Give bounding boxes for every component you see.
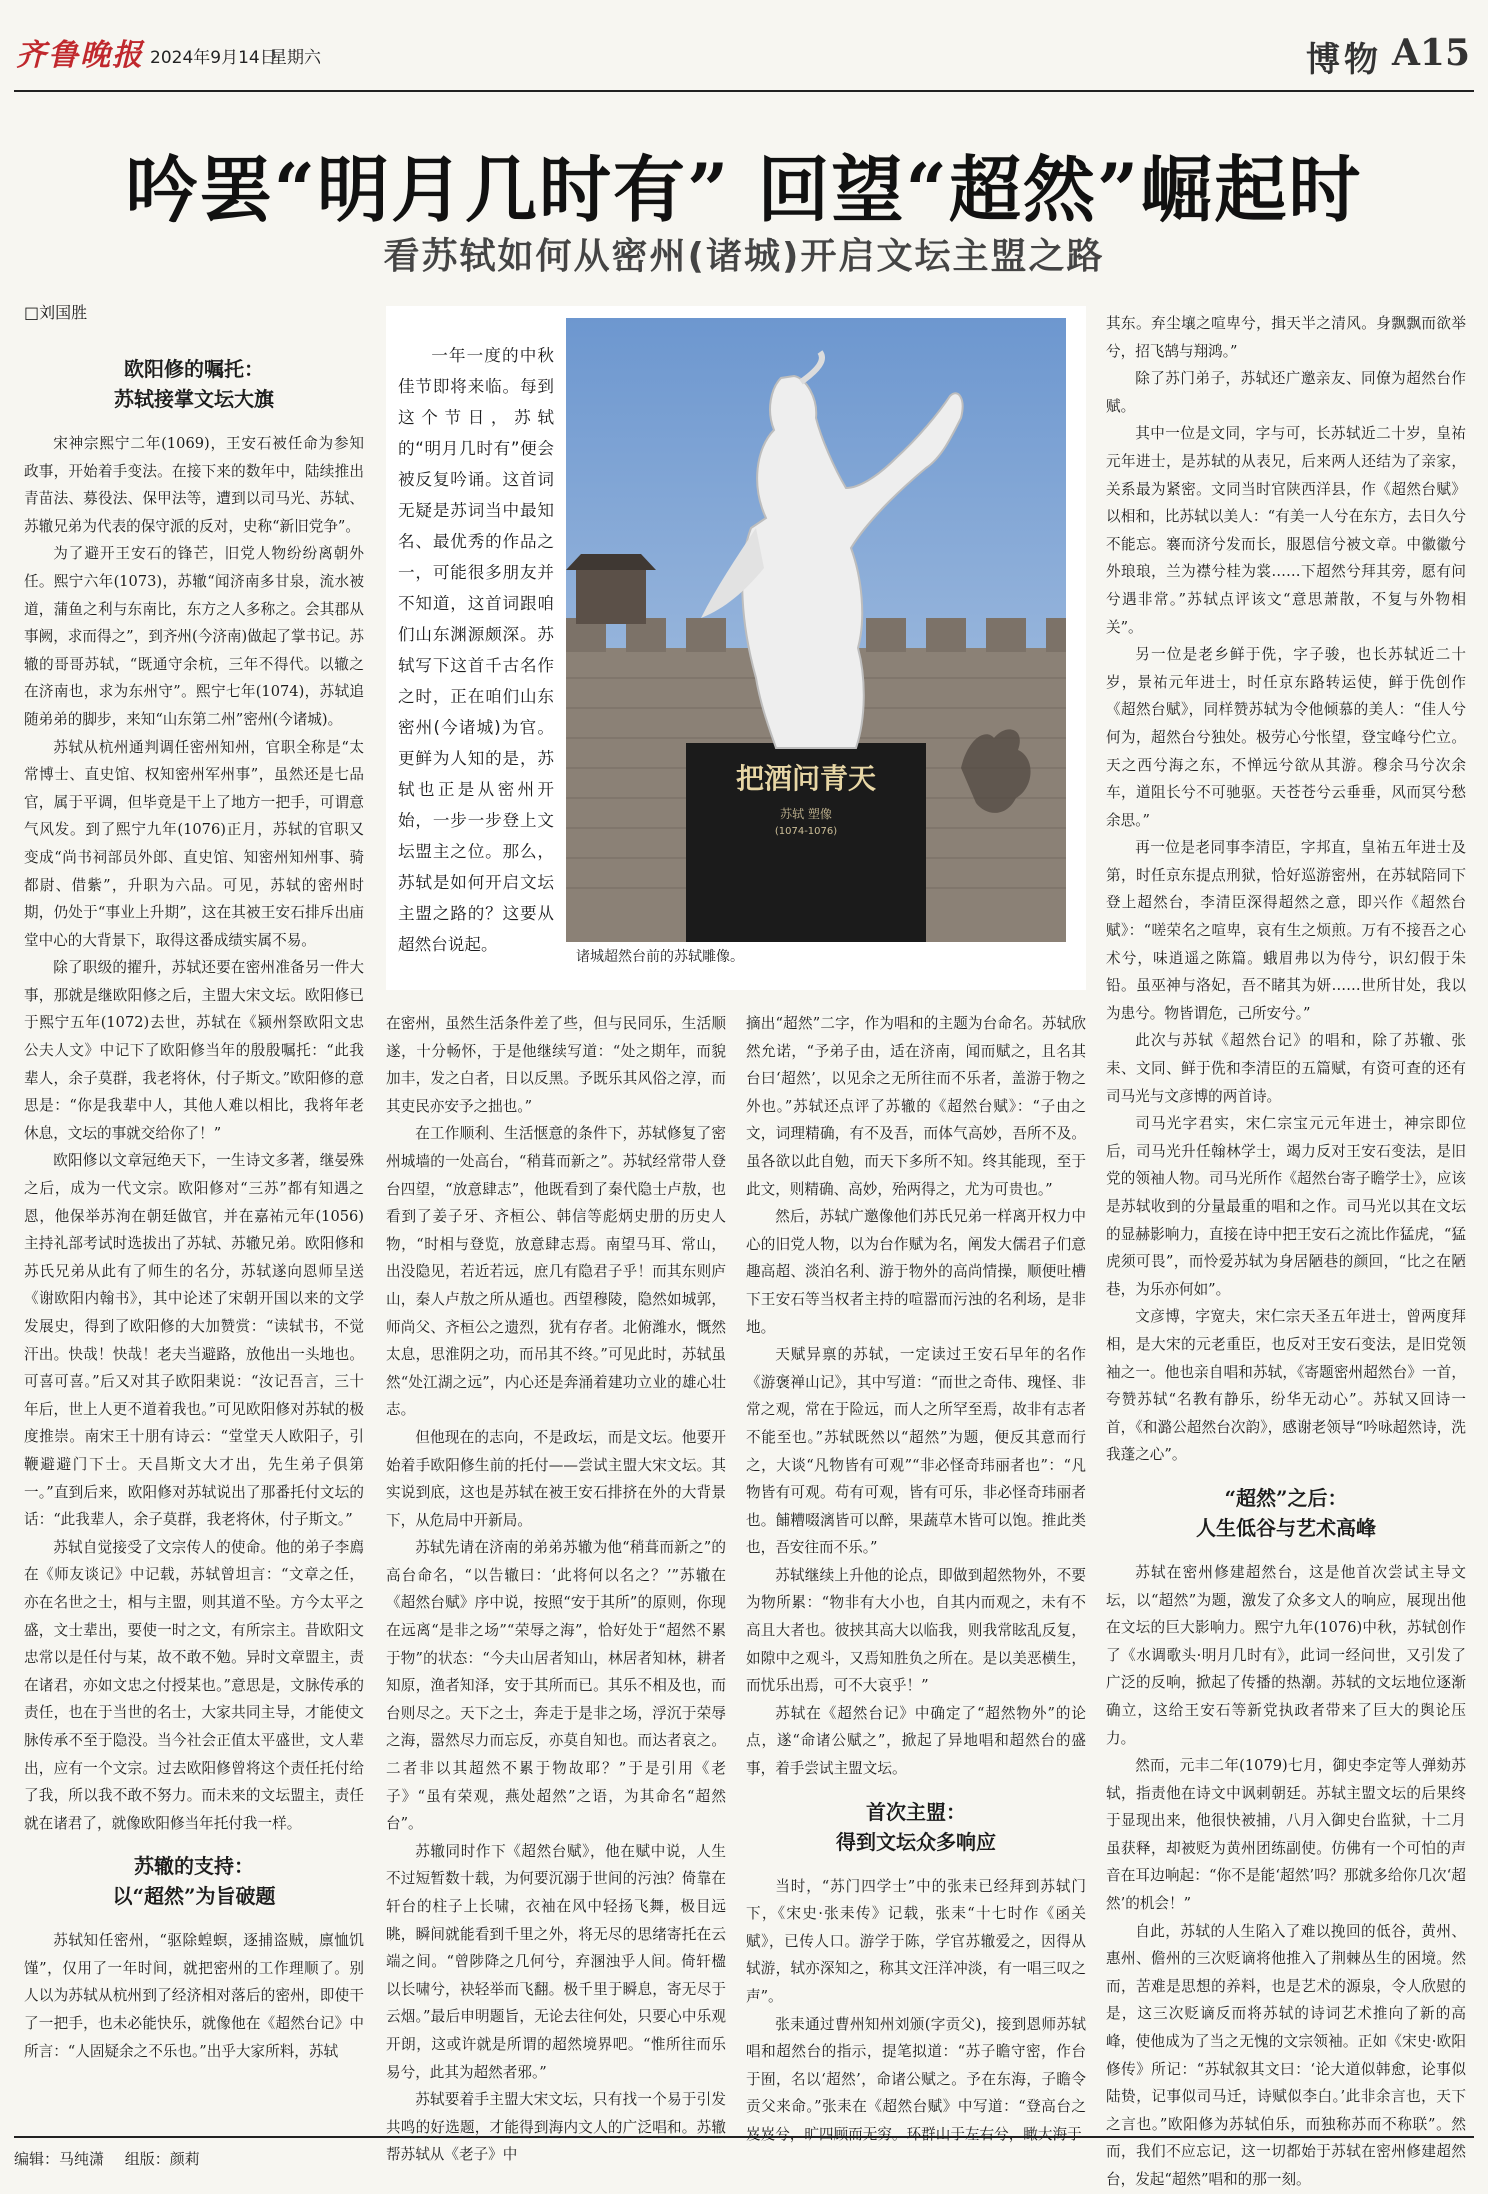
- issue-date: 2024年9月14日: [150, 48, 277, 68]
- paragraph: 此次与苏轼《超然台记》的唱和，除了苏辙、张耒、文同、鲜于侁和李清臣的五篇赋，有资可查的还有司马光与文彦博的两首诗。: [1106, 1032, 1466, 1105]
- paragraph: 苏轼继续上升他的论点，即做到超然物外，不要为物所累：“物非有大小也，自其内而观之，未有不高且大者也。彼挟其高大以临我，则我常眩乱反复，如隙中之观斗，又焉知胜负之所在。是以美恶横生，而忧乐出焉，可不大哀乎！”: [746, 1566, 1086, 1695]
- stele-years: (1074-1076): [774, 826, 838, 837]
- section-heading-line1: 苏辙的支持：: [134, 1854, 254, 1879]
- paragraph: 为了避开王安石的锋芒，旧党人物纷纷离朝外任。熙宁六年(1073)，苏辙“闻济南多甘泉，流水被道，蒲鱼之利与东南比，东方之人多称之。会其郡从事阙，求而得之”，到齐州(今济南)做起了掌书记。苏辙的哥哥苏轼，“既通守余杭，三年不得代。以辙之在济南也，求为东州守”。熙宁七年(1074)，苏轼追随弟弟的脚步，来知“山东第二州”密州(今诸城)。: [24, 545, 364, 728]
- paragraph: 苏轼从杭州通判调任密州知州，官职全称是“太常博士、直史馆、权知密州军州事”，虽然还是七品官，属于平调，但毕竟是干上了地方一把手，可谓意气风发。到了熙宁九年(1076)正月，苏轼的官职又变成“尚书祠部员外郎、直史馆、知密州知州事、骑都尉、借紫”，升职为六品。可见，苏轼的密州时期，仍处于“事业上升期”，这在其被王安石排斥出庙堂中心的大背景下，取得这番成绩实属不易。: [24, 738, 364, 949]
- statue-photo: [566, 318, 1066, 942]
- paragraph: 但他现在的志向，不是政坛，而是文坛。他要开始着手欧阳修生前的托付——尝试主盟大宋文坛。其实说到底，这也是苏轼在被王安石排挤在外的大背景下，从危局中开新局。: [386, 1428, 726, 1529]
- editor-credit: 编辑：马纯潇: [14, 2150, 105, 2168]
- section-name: 博物: [1306, 40, 1382, 80]
- paragraph: 苏轼在密州修建超然台，这是他首次尝试主导文坛，以“超然”为题，激发了众多文人的响应，展现出他在文坛的巨大影响力。熙宁九年(1076)中秋，苏轼创作了《水调歌头·明月几时有》，此词一经问世，又引发了广泛的反响，掀起了传播的热潮。苏轼的文坛地位逐渐确立，这给王安石等新党执政者带来了巨大的舆论压力。: [1106, 1563, 1466, 1747]
- section-heading: [24, 1851, 364, 1911]
- paragraph: 苏轼在《超然台记》中确定了“超然物外”的论点，遂“命诸公赋之”，掀起了异地唱和超然台的盛事，着手尝试主盟文坛。: [746, 1704, 1086, 1778]
- article-column-2: [386, 1010, 726, 2164]
- photo-box: [386, 306, 1086, 990]
- layout-credit: 组版：颜莉: [124, 2150, 200, 2168]
- paragraph: 苏轼知任密州，“驱除蝗螟，逐捕盗贼，廪恤饥馑”，仅用了一年时间，就把密州的工作理顺了。别人以为苏轼从杭州到了经济相对落后的密州，即使干了一把手，也未必能快乐，就像他在《超然台记》中所言：“人固疑余之不乐也。”出乎大家所料，苏轼: [24, 1932, 364, 2060]
- paragraph: 文彦博，字宽夫，宋仁宗天圣五年进士，曾两度拜相，是大宋的元老重臣，也反对王安石变法，是旧党领袖之一。他也亲自唱和苏轼，《寄题密州超然台》一首，夸赞苏轼“名教有静乐，纷华无动心”。苏轼又回诗一首，《和潞公超然台次韵》，感谢老领导“吟咏超然诗，洗我蓬之心”。: [1106, 1308, 1466, 1464]
- page-number: A15: [1391, 32, 1470, 74]
- newspaper-logo: 齐鲁晚报: [16, 38, 144, 73]
- paragraph: 另一位是老乡鲜于侁，字子骏，也长苏轼近二十岁，景祐元年进士，时任京东路转运使，鲜于侁创作《超然台赋》，同样赞苏轼为令他倾慕的美人：“佳人兮何为，超然台兮独处。极劳心兮怅望，登宝峰兮伫立。天之西兮海之东，不惮远兮欲从其游。穆余马兮次余车，道阻长兮不可驰驱。天苍苍兮云垂垂，风而冥兮愁余思。”: [1106, 646, 1466, 829]
- article-column-4: [1106, 310, 1466, 2188]
- paragraph: 再一位是老同事李清臣，字邦直，皇祐五年进士及第，时任京东提点刑狱，恰好巡游密州，在苏轼陪同下登上超然台，李清臣深得超然之意，即兴作《超然台赋》：“嗟荣名之喧卑，哀有生之烦煎。万有不接吾之心术兮，味逍遥之陈篇。蛾眉弗以为侍兮，识幻假于朱铅。虽巫神与洛妃，吾不睹其为妍……世所甘处，我以为患兮。物皆谓危，己所安兮。”: [1106, 839, 1466, 1022]
- stele-inscription: 把酒问青天: [735, 762, 877, 795]
- section-heading-line2: 以“超然”为旨破题: [112, 1884, 276, 1909]
- paragraph: 自此，苏轼的人生陷入了难以挽回的低谷，黄州、惠州、儋州的三次贬谪将他推入了荆棘丛生的困境。然而，苦难是思想的养料，也是艺术的源泉，令人欣慰的是，这三次贬谪反而将苏轼的诗词艺术推向了新的高峰，使他成为了当之无愧的文宗领袖。正如《宋史·欧阳修传》所记：“苏轼叙其文曰：‘论大道似韩愈，论事似陆贽，记事似司马迁，诗赋似李白。’此非余言也，天下之言也。”欧阳修为苏轼伯乐，而独称苏而不称联”。然而，我们不应忘记，这一切都始于苏轼在密州修建超然台，发起“超然”唱和的那一刻。: [1106, 1922, 1466, 2188]
- section-heading-line1: 欧阳修的嘱托：: [124, 357, 264, 381]
- paragraph: 在密州，虽然生活条件差了些，但与民同乐，生活顺遂，十分畅怀，于是他继续写道：“处之期年，而貌加丰，发之白者，日以反黑。予既乐其风俗之淳，而其吏民亦安予之拙也。”: [386, 1015, 726, 1115]
- paragraph: 苏轼自觉接受了文宗传人的使命。他的弟子李廌在《师友谈记》中记载，苏轼曾坦言：“文章之任，亦在名世之士，相与主盟，则其道不坠。方今太平之盛，文士辈出，要使一时之文，有所宗主。昔欧阳文忠常以是任付与某，故不敢不勉。异时文章盟主，责在诸君，亦如文忠之付授某也。”意思是，文脉传承的责任，也在于当世的名士，大家共同主导，才能使文脉传承不至于隐没。当今社会正值太平盛世，文人辈出，应有一个文宗。过去欧阳修曾将这个责任托付给了我，所以我不敢不努力。而未来的文坛盟主，责任就在诸君了，就像欧阳修当年托付我一样。: [24, 1538, 364, 1832]
- paragraph: 摘出“超然”二字，作为唱和的主题为台命名。苏轼欣然允诺，“予弟子由，适在济南，闻而赋之，且名其台曰‘超然’，以见余之无所往而不乐者，盖游于物之外也。”苏轼还点评了苏辙的《超然台赋》：“子由之文，词理精确，有不及吾，而体气高妙，吾所不及。虽各欲以此自勉，而天下多所不知。终其能现，至于此文，则精确、高妙，殆两得之，尤为可贵也。”: [746, 1015, 1086, 1198]
- paragraph: 苏轼先请在济南的弟弟苏辙为他“稍葺而新之”的高台命名，“以告辙曰：‘此将何以名之？’”苏辙在《超然台赋》序中说，按照“安于其所”的原则，你现在远离“是非之场”“荣辱之海”，恰好处于“超然不累于物”的状态：“今夫山居者知山，林居者知林，耕者知原，渔者知泽，安于其所而已。其乐不相及也，而台则尽之。天下之士，奔走于是非之场，浮沉于荣辱之海，嚣然尽力而忘反，亦莫自知也。而达者哀之。二者非以其超然不累于物故耶？”于是引用《老子》“虽有荣观，燕处超然”之语，为其命名“超然台”。: [386, 1539, 726, 1833]
- paragraph: 其东。弃尘壤之喧卑兮，揖天半之清风。身飘飘而欲举兮，招飞鹄与翔鸿。”: [1106, 315, 1466, 360]
- paragraph: 然后，苏轼广邀像他们苏氏兄弟一样离开权力中心的旧党人物，以为台作赋为名，阐发大儒君子们意趣高超、淡泊名利、游于物外的高尚情操，顺便吐槽下王安石等当权者主持的喧嚣而污浊的名利场，是非地。: [746, 1208, 1086, 1336]
- subheadline: 看苏轼如何从密州(诸城)开启文坛主盟之路: [383, 236, 1105, 277]
- paragraph: 然而，元丰二年(1079)七月，御史李定等人弹劾苏轼，指责他在诗文中讽刺朝廷。苏轼主盟文坛的后果终于显现出来，他很快被捕，八月入御史台监狱，十二月虽获释，却被贬为黄州团练副使。仿佛有一个可怕的声音在耳边响起：“你不是能‘超然’吗？那就多给你几次‘超然’的机会！”: [1106, 1757, 1466, 1913]
- paragraph: 苏轼要着手主盟大宋文坛，只有找一个易于引发共鸣的好选题，才能得到海内文人的广泛唱和。苏辙帮苏轼从《老子》中: [386, 2091, 726, 2164]
- paragraph: 除了苏门弟子，苏轼还广邀亲友、同僚为超然台作赋。: [1106, 370, 1466, 415]
- headline: 吟罢“明月几时有” 回望“超然”崛起时: [125, 147, 1363, 232]
- section-heading-line2: 得到文坛众多响应: [836, 1829, 996, 1854]
- section-heading: [24, 354, 364, 414]
- paragraph: 其中一位是文同，字与可，长苏轼近二十岁，皇祐元年进士，是苏轼的从表兄，后来两人还结为了亲家，关系最为紧密。文同当时官陕西洋县，作《超然台赋》以相和，比苏轼以美人：“有美一人兮在东方，去日久兮不能忘。褰而济兮发而长，服恩信兮被文章。中徽徽兮外琅琅，兰为襟兮桂为裳……下超然兮拜其旁，愿有问兮遇非常。”苏轼点评该文“意思萧散，不复与外物相关”。: [1106, 425, 1466, 636]
- byline: □刘国胜: [24, 303, 88, 322]
- paragraph: 司马光字君实，宋仁宗宝元元年进士，神宗即位后，司马光升任翰林学士，竭力反对王安石变法，是旧党的领袖人物。司马光所作《超然台寄子瞻学士》，应该是苏轼收到的分量最重的唱和之作。司马光以其在文坛的显赫影响力，直接在诗中把王安石之流比作猛虎，“猛虎须可畏”，而怜爱苏轼为身居陋巷的颜回，“比之在陋巷，为乐亦何如”。: [1106, 1115, 1466, 1298]
- article-column-3: [746, 1010, 1086, 2143]
- stele-name: 苏轼 塑像: [780, 807, 832, 821]
- paragraph: 张耒通过曹州知州刘颁(字贡父)，接到恩师苏轼唱和超然台的指示，提笔拟道：“苏子瞻守密，作台于囿，名以‘超然’，命诸公赋之。予在东海，子瞻令贡父来命。”张耒在《超然台赋》中写道：“登高台之岌岌兮，旷四顾而无穷。环群山于左右兮，瞰大海于: [746, 2015, 1086, 2143]
- masthead: [14, 26, 1474, 92]
- issue-weekday: 星期六: [270, 48, 321, 68]
- section-heading-line1: 首次主盟：: [866, 1799, 966, 1824]
- section-heading-line1: “超然”之后：: [1224, 1485, 1348, 1510]
- photo-caption: 诸城超然台前的苏轼雕像。: [576, 949, 744, 965]
- photo-intro-text: 一年一度的中秋佳节即将来临。每到这个节日，苏轼的“明月几时有”便会被反复吟诵。这首词无疑是苏词当中最知名、最优秀的作品之一，可能很多朋友并不知道，这首词跟咱们山东渊源颇深。苏轼写下这首千古名作之时，正在咱们山东密州(今诸城)为官。更鲜为人知的是，苏轼也正是从密州开始，一步一步登上文坛盟主之位。那么，苏轼是如何开启文坛主盟之路的？这要从超然台说起。: [398, 346, 554, 954]
- paragraph: 除了职级的擢升，苏轼还要在密州准备另一件大事，那就是继欧阳修之后，主盟大宋文坛。欧阳修已于熙宁五年(1072)去世，苏轼在《颍州祭欧阳文忠公夫人文》中记下了欧阳修当年的殷殷嘱托：“此我辈人，余子莫群，我老将休，付子斯文。”欧阳修的意思是：“你是我辈中人，其他人难以相比，我将年老休息，文坛的事就交给你了！”: [24, 959, 364, 1142]
- paragraph: 天赋异禀的苏轼，一定读过王安石早年的名作《游褒禅山记》，其中写道：“而世之奇伟、瑰怪、非常之观，常在于险远，而人之所罕至焉，故非有志者不能至也。”苏轼既然以“超然”为题，便反其意而行之，大谈“凡物皆有可观”“非必怪奇玮丽者也”：“凡物皆有可观。苟有可观，皆有可乐，非必怪奇玮丽者也。餔糟啜漓皆可以醉，果蔬草木皆可以饱。推此类也，吾安往而不乐。”: [746, 1346, 1086, 1557]
- statue-illustration: [566, 318, 1066, 942]
- section-heading: [1106, 1483, 1466, 1543]
- paragraph: 宋神宗熙宁二年(1069)，王安石被任命为参知政事，开始着手变法。在接下来的数年中，陆续推出青苗法、募役法、保甲法等，遭到以司马光、苏轼、苏辙兄弟为代表的保守派的反对，史称“新旧党争”。: [24, 435, 364, 535]
- paragraph: 苏辙同时作下《超然台赋》，他在赋中说，人生不过短暂数十载，为何要沉溺于世间的污浊？倚靠在轩台的柱子上长啸，衣袖在风中轻扬飞舞，极目远眺，瞬间就能看到千里之外，将无尽的思绪寄托在云端之间。“曾陟降之几何兮，弃溷浊乎人间。倚轩楹以长啸兮，袂轻举而飞翻。极千里于瞬息，寄无尽于云烟。”最后申明题旨，无论去往何处，只要心中乐观开朗，这或许就是所谓的超然境界吧。“惟所往而乐易兮，此其为超然者邪。”: [386, 1842, 726, 2081]
- footer: [14, 2136, 1474, 2169]
- paragraph: 在工作顺利、生活惬意的条件下，苏轼修复了密州城墙的一处高台，“稍葺而新之”。苏轼经常带人登台四望，“放意肆志”，他既看到了秦代隐士卢敖，也看到了姜子牙、齐桓公、韩信等彪炳史册的历史人物，“时相与登览，放意肆志焉。南望马耳、常山，出没隐见，若近若远，庶几有隐君子乎！而其东则庐山，秦人卢敖之所从遁也。西望穆陵，隐然如城郭，师尚父、齐桓公之遗烈，犹有存者。北俯潍水，慨然太息，思淮阴之功，而吊其不终。”可见此时，苏轼虽然“处江湖之远”，内心还是奔涌着建功立业的雄心壮志。: [386, 1125, 726, 1419]
- paragraph: 当时，“苏门四学士”中的张耒已经拜到苏轼门下，《宋史·张耒传》记载，张耒“十七时作《函关赋》，已传人口。游学于陈，学官苏辙爱之，因得从轼游，轼亦深知之，称其文汪洋冲淡，有一唱三叹之声”。: [746, 1877, 1086, 2005]
- section-heading-line2: 人生低谷与艺术高峰: [1196, 1515, 1376, 1540]
- paragraph: 欧阳修以文章冠绝天下，一生诗文多著，继晏殊之后，成为一代文宗。欧阳修对“三苏”都有知遇之恩，他保举苏洵在朝廷做官，并在嘉祐元年(1056)主持礼部考试时选拔出了苏轼、苏辙兄弟。欧阳修和苏氏兄弟从此有了师生的名分，苏轼遂向恩师呈送《谢欧阳内翰书》，其中论述了宋朝开国以来的文学发展史，得到了欧阳修的大加赞赏：“读轼书，不觉汗出。快哉！快哉！老夫当避路，放他出一头地也。可喜可喜。”后又对其子欧阳棐说：“汝记吾言，三十年后，世上人更不道着我也。”可见欧阳修对苏轼的极度推崇。南宋王十朋有诗云：“堂堂天人欧阳子，引鞭避避门下士。天昌斯文大才出，先生弟子俱第一。”直到后来，欧阳修对苏轼说出了那番托付文坛的话：“此我辈人，余子莫群，我老将休，付子斯文。”: [24, 1152, 364, 1529]
- section-heading: [746, 1797, 1086, 1857]
- article-column-1: [24, 340, 364, 2060]
- section-heading-line2: 苏轼接掌文坛大旗: [114, 387, 274, 411]
